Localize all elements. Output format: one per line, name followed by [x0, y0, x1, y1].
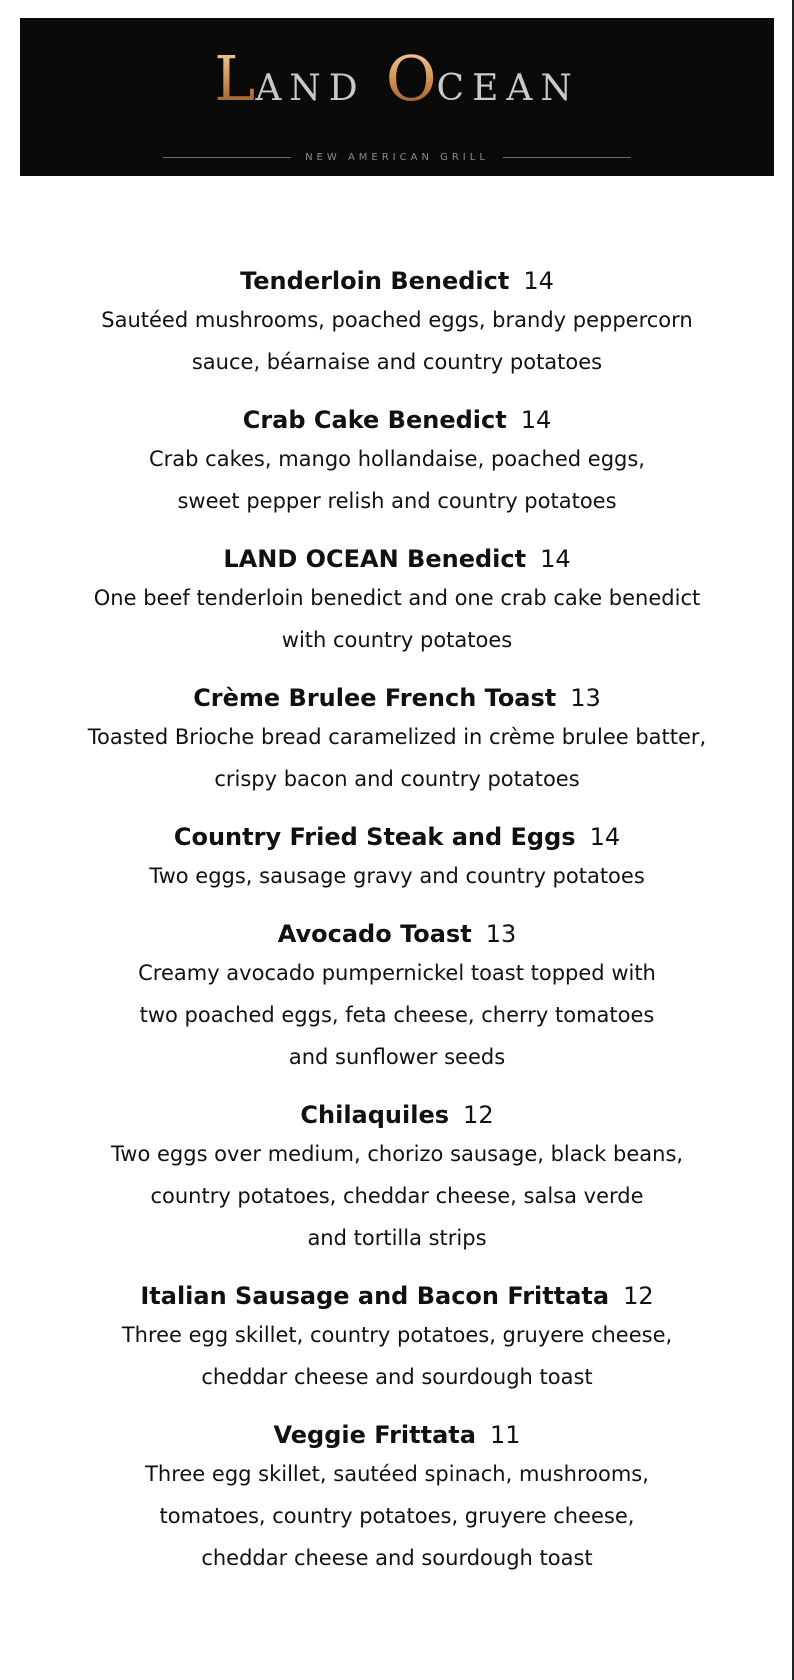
tagline-rule-left: [163, 157, 291, 158]
menu-item-name: Veggie Frittata: [273, 1421, 476, 1449]
menu-item: [20, 819, 774, 897]
menu-item-description-line: Two eggs, sausage gravy and country potatoes: [149, 864, 645, 888]
menu-item-description-line: Toasted Brioche bread caramelized in crème brulee batter,: [87, 725, 707, 749]
menu-item-description-line: cheddar cheese and sourdough toast: [201, 1546, 593, 1570]
menu-item-heading: [20, 1417, 774, 1453]
menu-item-price: 14: [589, 823, 621, 851]
menu-item-description-line: country potatoes, cheddar cheese, salsa verde: [150, 1184, 644, 1208]
menu-item: [20, 1417, 774, 1579]
brand-banner: [20, 18, 774, 176]
menu-item-description-line: Three egg skillet, sautéed spinach, mushrooms,: [145, 1462, 649, 1486]
menu-item-description-line: Two eggs over medium, chorizo sausage, black beans,: [110, 1142, 684, 1166]
menu-item: [20, 680, 774, 800]
menu-item: [20, 541, 774, 661]
menu-item-heading: [20, 1278, 774, 1314]
menu-item-description-line: crispy bacon and country potatoes: [214, 767, 580, 791]
menu-item-description-line: and sunflower seeds: [288, 1045, 506, 1069]
menu-item: [20, 1278, 774, 1398]
menu-item-description-line: Three egg skillet, country potatoes, gruyere cheese,: [121, 1323, 673, 1347]
menu-item: [20, 916, 774, 1078]
menu-item-price: 13: [485, 920, 517, 948]
logo-ocean-initial: O: [385, 42, 437, 115]
menu-item-name: Avocado Toast: [277, 920, 472, 948]
menu-item-description-line: One beef tenderloin benedict and one crab cake benedict: [93, 586, 701, 610]
brand-tagline: NEW AMERICAN GRILL: [305, 152, 489, 163]
logo-land-initial: L: [214, 42, 256, 115]
menu-item-price: 14: [540, 545, 571, 573]
menu-item-price: 12: [623, 1282, 654, 1310]
logo-land-rest: AND: [255, 68, 366, 109]
menu-item-description-line: two poached eggs, feta cheese, cherry tomatoes: [139, 1003, 655, 1027]
logo-word-ocean: [385, 42, 580, 115]
menu-item: [20, 263, 774, 383]
menu-item-name: Italian Sausage and Bacon Frittata: [140, 1282, 610, 1310]
menu-item-description-line: Sautéed mushrooms, poached eggs, brandy peppercorn: [101, 308, 693, 332]
tagline-rule-right: [503, 157, 631, 158]
menu-item-name: Country Fried Steak and Eggs: [173, 823, 576, 851]
menu-item-description-line: Crab cakes, mango hollandaise, poached eggs,: [149, 447, 645, 471]
menu-item-price: 12: [463, 1101, 494, 1129]
menu-item-name: LAND OCEAN Benedict: [223, 545, 527, 573]
menu-item-description-line: sauce, béarnaise and country potatoes: [191, 350, 603, 374]
menu-item-price: 11: [489, 1421, 521, 1449]
menu-item-heading: [20, 541, 774, 577]
logo-ocean-rest: CEAN: [436, 68, 580, 109]
menu-item-price: 13: [570, 684, 601, 712]
menu-list: [20, 263, 774, 1598]
menu-item-heading: [20, 1097, 774, 1133]
menu-item-description-line: with country potatoes: [281, 628, 513, 652]
menu-item-description-line: sweet pepper relish and country potatoes: [177, 489, 617, 513]
menu-item-description-line: cheddar cheese and sourdough toast: [201, 1365, 593, 1389]
menu-item-name: Tenderloin Benedict: [240, 267, 510, 295]
menu-item-price: 14: [520, 406, 552, 434]
menu-item-name: Crab Cake Benedict: [242, 406, 507, 434]
menu-item-heading: [20, 819, 774, 855]
menu-item-name: Crème Brulee French Toast: [193, 684, 557, 712]
menu-item-description-line: Creamy avocado pumpernickel toast topped with: [138, 961, 656, 985]
menu-item-heading: [20, 680, 774, 716]
logo-word-land: [214, 42, 366, 115]
menu-item-description-line: and tortilla strips: [307, 1226, 487, 1250]
menu-item-description-line: tomatoes, country potatoes, gruyere cheese,: [159, 1504, 635, 1528]
brand-logo: [20, 42, 774, 115]
menu-item: [20, 402, 774, 522]
menu-item-heading: [20, 916, 774, 952]
menu-item-heading: [20, 263, 774, 299]
tagline-row: [20, 152, 774, 163]
menu-item-heading: [20, 402, 774, 438]
menu-item-name: Chilaquiles: [300, 1101, 450, 1129]
menu-item: [20, 1097, 774, 1259]
menu-item-price: 14: [523, 267, 554, 295]
